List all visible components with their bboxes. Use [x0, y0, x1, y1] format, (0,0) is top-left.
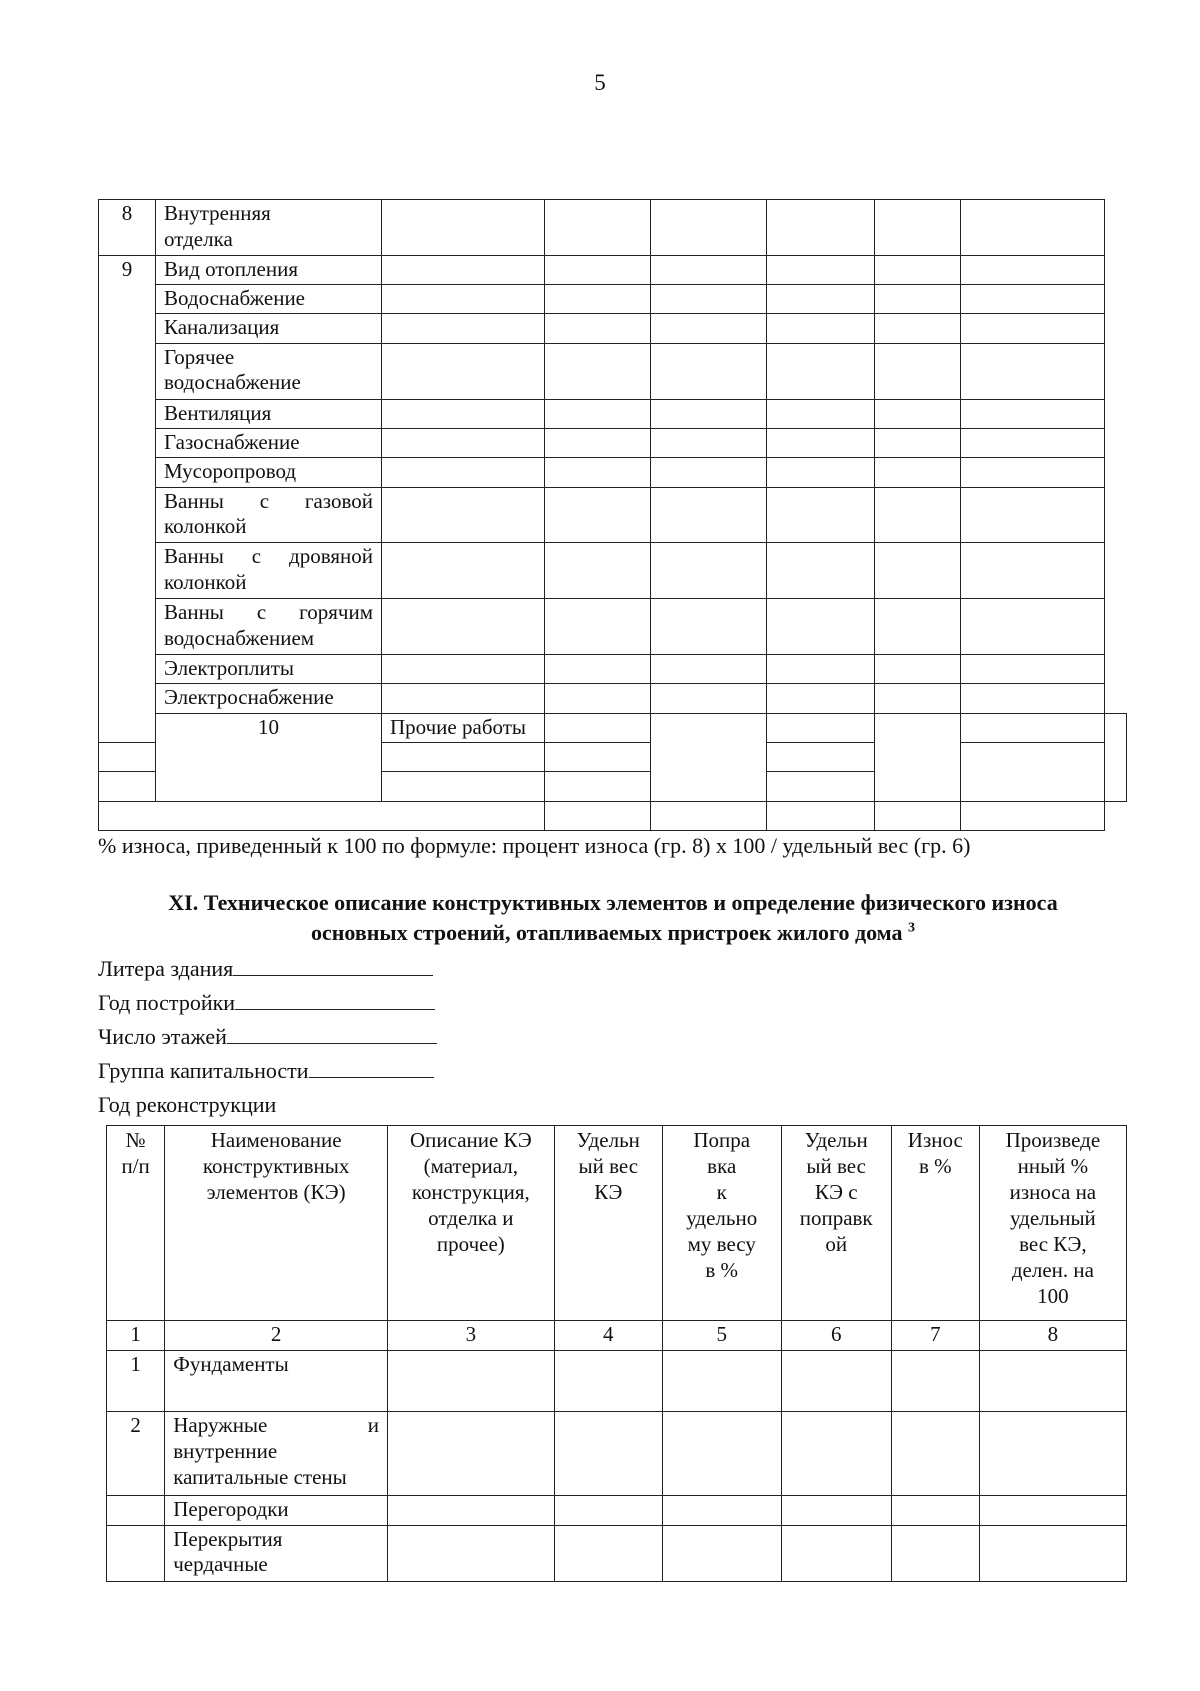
element-name: Мусоропровод	[156, 458, 382, 487]
table-row	[107, 1525, 1127, 1581]
element-name: Водоснабжение	[156, 285, 382, 314]
column-number: 2	[165, 1321, 388, 1351]
column-number: 4	[554, 1321, 662, 1351]
field-floors: Число этажей	[98, 1024, 437, 1050]
header-num: № п/п	[107, 1126, 165, 1321]
formula-note: % износа, приведенный к 100 по формуле: процент износа (гр. 8) х 100 / удельный вес (гр. 6)	[98, 833, 971, 858]
table-row	[99, 684, 1127, 713]
column-numbers-row	[107, 1321, 1127, 1351]
element-name: Ванны с горячим водоснабжением	[156, 599, 382, 655]
element-name: Электроснабжение	[156, 684, 382, 713]
column-number: 1	[107, 1321, 165, 1351]
table-row	[99, 654, 1127, 683]
table-row	[99, 458, 1127, 487]
table-row	[99, 343, 1127, 399]
element-name: Ванны с газовой колонкой	[156, 487, 382, 543]
section-title	[98, 888, 1128, 947]
main-table	[106, 1125, 1127, 1582]
column-number: 3	[388, 1321, 555, 1351]
section-title-line2: основных строений, отапливаемых пристроек жилого дома	[310, 919, 903, 945]
table-row	[99, 428, 1127, 457]
element-name: Газоснабжение	[156, 428, 382, 457]
header-specific-weight: Удельн ый вес КЭ	[554, 1126, 662, 1321]
element-name: Горячее водоснабжение	[156, 343, 382, 399]
row-number: 2	[107, 1412, 165, 1496]
year-built-input[interactable]	[235, 991, 435, 1010]
header-wear-product: Произведе нный % износа на удельный вес КЭ, делен. на 100	[979, 1126, 1126, 1321]
row-number	[107, 1495, 165, 1525]
table-row-total	[99, 801, 1127, 830]
field-litera: Литера здания	[98, 956, 433, 982]
element-name: Наружные и внутренние капитальные стены	[165, 1412, 388, 1496]
table-header-row	[107, 1126, 1127, 1321]
capital-group-input[interactable]	[309, 1059, 434, 1078]
element-name: Фундаменты	[165, 1350, 388, 1411]
element-name: Вид отопления	[156, 255, 382, 284]
field-year-built: Год постройки	[98, 990, 435, 1016]
section-title-line1: XI. Техническое описание конструктивных элементов и определение физического износа	[168, 890, 1058, 915]
column-number: 7	[891, 1321, 979, 1351]
element-name: Прочие работы	[382, 713, 545, 742]
element-name: Электроплиты	[156, 654, 382, 683]
element-name: Ванны с дровяной колонкой	[156, 543, 382, 599]
header-corrected-weight: Удельн ый вес КЭ с поправк ой	[781, 1126, 891, 1321]
row-number: 8	[99, 200, 156, 256]
table-row	[107, 1495, 1127, 1525]
header-name: Наименование конструктивных элементов (КЭ)	[165, 1126, 388, 1321]
litera-input[interactable]	[233, 957, 433, 976]
header-wear: Износ в %	[891, 1126, 979, 1321]
column-number: 6	[781, 1321, 891, 1351]
floors-input[interactable]	[227, 1025, 437, 1044]
row-number: 1	[107, 1350, 165, 1411]
element-name: Вентиляция	[156, 399, 382, 428]
table-row	[99, 314, 1127, 343]
table-row	[99, 599, 1127, 655]
column-number: 5	[662, 1321, 781, 1351]
element-name: Внутренняя отделка	[156, 200, 382, 256]
element-name: Канализация	[156, 314, 382, 343]
table-row	[99, 487, 1127, 543]
table-row	[99, 713, 1127, 742]
element-name: Перекрытия чердачные	[165, 1525, 388, 1581]
header-correction: Попра вка к удельно му весу в %	[662, 1126, 781, 1321]
table-row	[99, 285, 1127, 314]
continuation-table	[98, 199, 1127, 831]
table-row	[99, 255, 1127, 284]
table-row	[99, 200, 1127, 256]
column-number: 8	[979, 1321, 1126, 1351]
table-row	[99, 399, 1127, 428]
table-row	[107, 1350, 1127, 1411]
header-description: Описание КЭ (материал, конструкция, отделка и прочее)	[388, 1126, 555, 1321]
table-row	[99, 543, 1127, 599]
row-number: 9	[99, 255, 156, 742]
row-number	[107, 1525, 165, 1581]
element-name: Перегородки	[165, 1495, 388, 1525]
table-row	[107, 1412, 1127, 1496]
field-capital-group: Группа капитальности	[98, 1058, 434, 1084]
row-number: 10	[156, 713, 382, 801]
field-reconstruction-year: Год реконструкции	[98, 1092, 277, 1117]
footnote-mark: 3	[908, 920, 916, 936]
page-number: 5	[594, 70, 606, 95]
